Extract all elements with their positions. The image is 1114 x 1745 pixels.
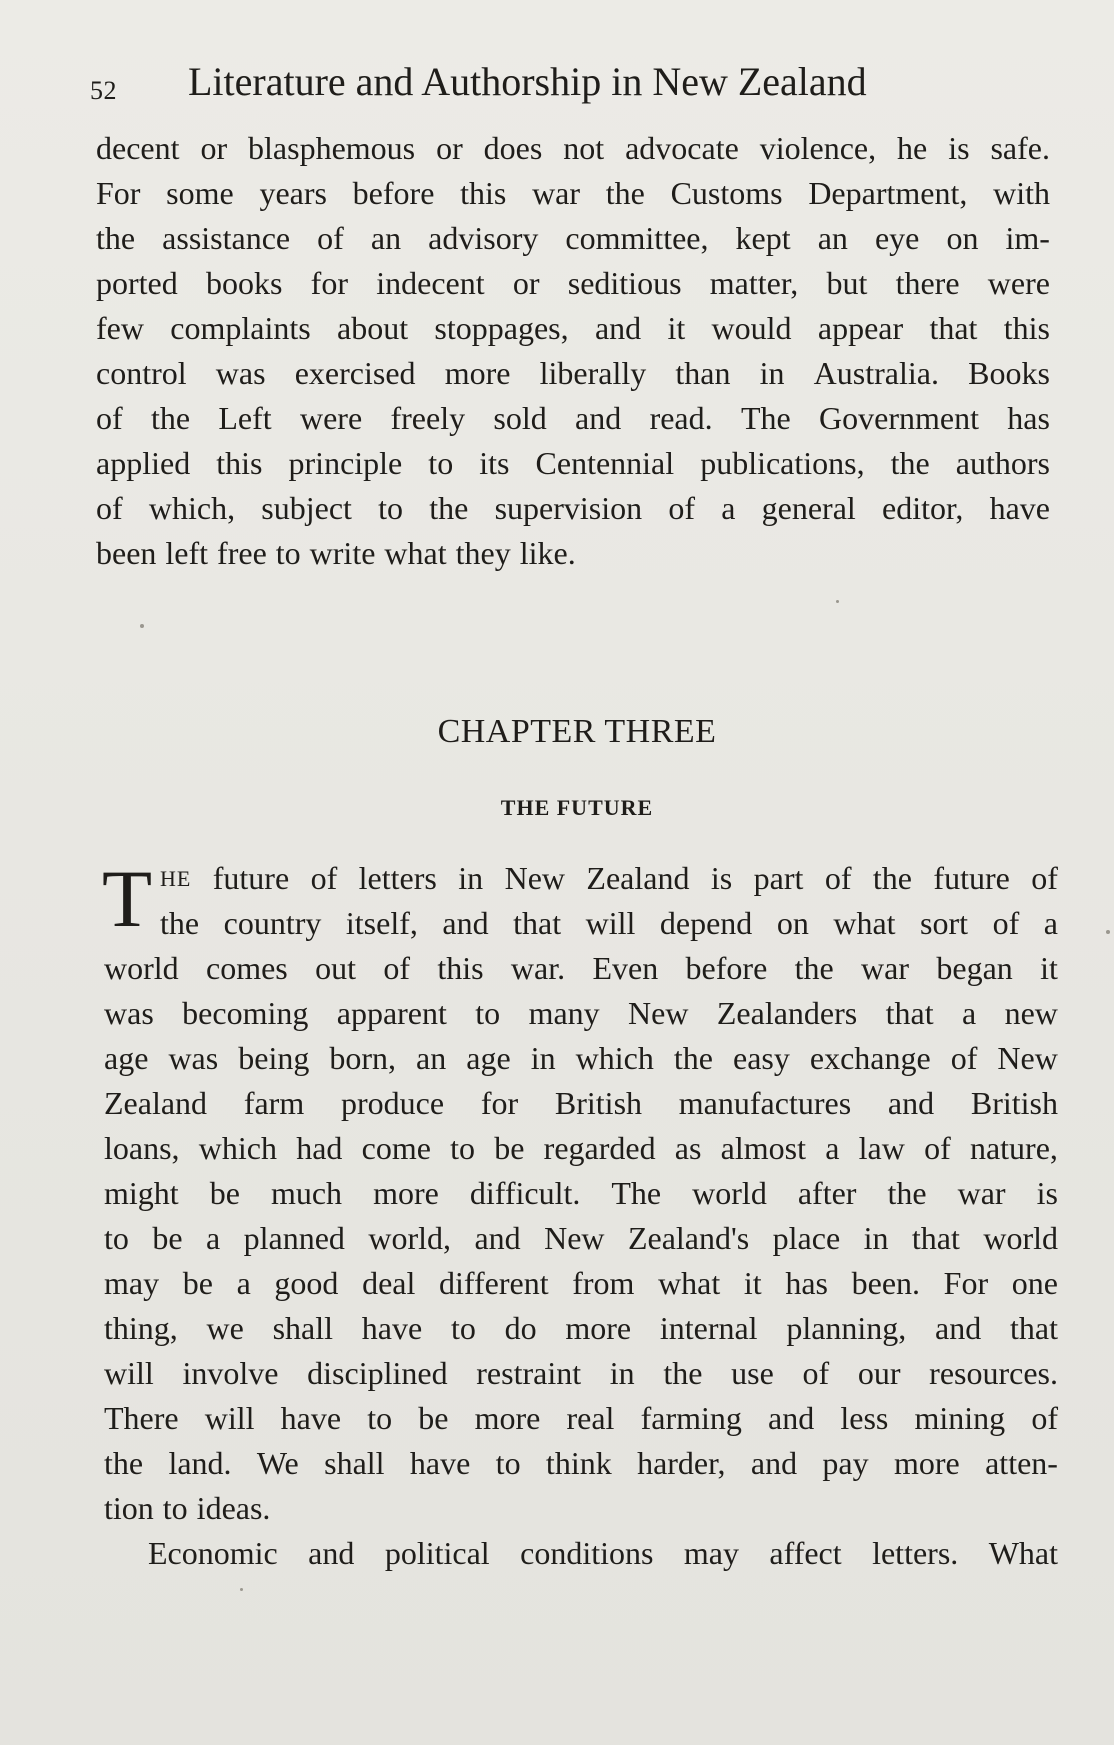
page-number: 52 [90, 76, 117, 105]
text-line: few complaints about stoppages, and it would appear that this [96, 310, 1050, 346]
text-line: might be much more difficult. The world after the war is [104, 1175, 1058, 1211]
small-caps-word: HE [160, 866, 192, 891]
text-line: will involve disciplined restraint in the use of our resources. [104, 1355, 1058, 1391]
text-line: age was being born, an age in which the easy exchange of New [104, 1040, 1058, 1076]
text-line: the country itself, and that will depend on what sort of a [160, 905, 1058, 941]
text-line: For some years before this war the Customs Department, with [96, 175, 1050, 211]
text-line: ported books for indecent or seditious matter, but there were [96, 265, 1050, 301]
next-paragraph-line: Economic and political conditions may affect letters. What [148, 1535, 1058, 1571]
top-paragraph [96, 126, 1050, 576]
section-title-text: THE FUTURE [500, 795, 654, 820]
text-line: decent or blasphemous or does not advocate violence, he is safe. [96, 130, 1050, 166]
text-line: control was exercised more liberally than in Australia. Books [96, 355, 1050, 391]
chapter-heading-text: CHAPTER THREE [437, 713, 717, 750]
text-line: the assistance of an advisory committee, kept an eye on im- [96, 220, 1050, 256]
text-line: loans, which had come to be regarded as almost a law of nature, [104, 1130, 1058, 1166]
text-line: of which, subject to the supervision of a general editor, have [96, 490, 1050, 526]
page-header [90, 58, 990, 108]
chapter-heading [0, 713, 1114, 751]
section-title [0, 795, 1114, 821]
text-line: world comes out of this war. Even before the war began it [104, 950, 1058, 986]
text-line: of the Left were freely sold and read. The Government has [96, 400, 1050, 436]
text-line: was becoming apparent to many New Zealanders that a new [104, 995, 1058, 1031]
running-title: Literature and Authorship in New Zealand [188, 59, 867, 104]
text-line: tion to ideas. [104, 1490, 271, 1526]
text-line: may be a good deal different from what it has been. For one [104, 1265, 1058, 1301]
text-line: thing, we shall have to do more internal planning, and that [104, 1310, 1058, 1346]
text-line: There will have to be more real farming and less mining of [104, 1400, 1058, 1436]
text-line-first: HE future of letters in New Zealand is part of the future of [160, 856, 1058, 901]
text-line: to be a planned world, and New Zealand's place in that world [104, 1220, 1058, 1256]
text-line: applied this principle to its Centennial publications, the authors [96, 445, 1050, 481]
chapter-paragraph [102, 853, 1058, 1576]
text-line: Zealand farm produce for British manufactures and British [104, 1085, 1058, 1121]
text-line: been left free to write what they like. [96, 535, 576, 571]
text-line: the land. We shall have to think harder, and pay more atten- [104, 1445, 1058, 1481]
drop-cap: T [102, 853, 153, 944]
